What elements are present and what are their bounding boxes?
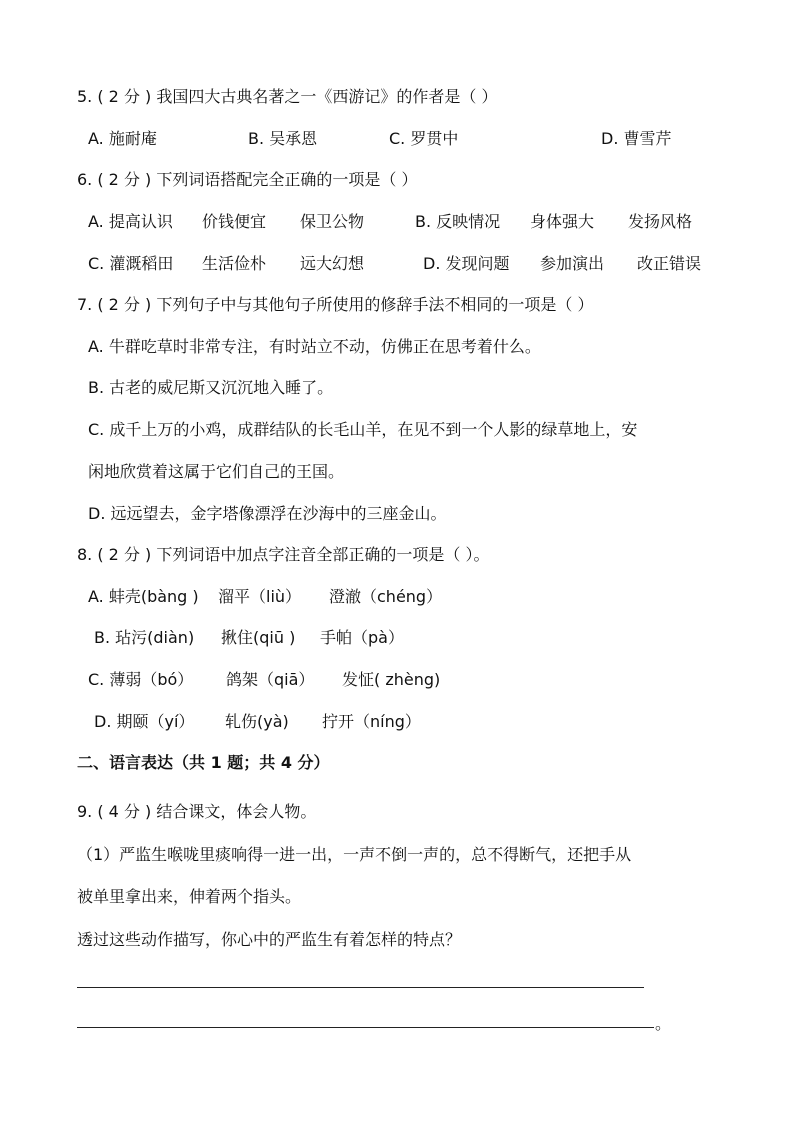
q6-option-b-2: 身体强大: [530, 212, 595, 231]
q5-option-b: B. 吴承恩: [248, 129, 318, 148]
q6-option-d-3: 改正错误: [637, 254, 702, 273]
q8-option-d-2: 轧伤(yà): [225, 712, 289, 731]
q6-stem: 6. ( 2 分 ) 下列词语搭配完全正确的一项是（ ）: [77, 170, 418, 189]
q8-option-d-3: 拧开（níng）: [322, 712, 421, 731]
q8-option-c-3: 发怔( zhèng): [342, 670, 441, 689]
q7-option-c-line1: C. 成千上万的小鸡，成群结队的长毛山羊，在见不到一个人影的绿草地上，安: [88, 420, 638, 439]
q6-option-b-3: 发扬风格: [628, 212, 693, 231]
answer-line-1[interactable]: [77, 987, 644, 988]
q8-option-b-2: 揪住(qiū ): [221, 628, 296, 647]
q6-option-d-1: D. 发现问题: [423, 254, 510, 273]
q9-stem: 9. ( 4 分 ) 结合课文，体会人物。: [77, 802, 317, 821]
q6-option-b-1: B. 反映情况: [415, 212, 501, 231]
q8-option-a-3: 澄澈（chéng）: [329, 587, 443, 606]
q5-option-d: D. 曹雪芹: [601, 129, 672, 148]
q5-option-a: A. 施耐庵: [88, 129, 157, 148]
q8-option-a-1: A. 蚌壳(bàng ): [88, 587, 199, 606]
q7-option-a: A. 牛群吃草时非常专注，有时站立不动，仿佛正在思考着什么。: [88, 337, 541, 356]
q8-stem: 8. ( 2 分 ) 下列词语中加点字注音全部正确的一项是（ ）。: [77, 545, 490, 564]
q9-passage-line2: 被单里拿出来，伸着两个指头。: [77, 887, 302, 906]
q8-option-c-2: 鸽架（qiā）: [226, 670, 315, 689]
answer-line-2[interactable]: [77, 1027, 654, 1028]
q9-passage-line1: （1）严监生喉咙里痰响得一进一出，一声不倒一声的，总不得断气，还把手从: [77, 845, 632, 864]
section-heading: 二、语言表达（共 1 题；共 4 分）: [77, 753, 330, 772]
q8-option-b-3: 手帕（pà）: [320, 628, 404, 647]
q5-option-c: C. 罗贯中: [389, 129, 459, 148]
q9-prompt: 透过这些动作描写，你心中的严监生有着怎样的特点？: [77, 930, 462, 949]
q6-option-a-3: 保卫公物: [300, 212, 365, 231]
q5-stem: 5. ( 2 分 ) 我国四大古典名著之一《西游记》的作者是（ ）: [77, 87, 498, 106]
q8-option-a-2: 溜平（liù）: [218, 587, 302, 606]
q7-option-c-line2: 闲地欣赏着这属于它们自己的王国。: [88, 462, 345, 481]
q6-option-c-2: 生活俭朴: [202, 254, 267, 273]
q7-option-b: B. 古老的威尼斯又沉沉地入睡了。: [88, 378, 334, 397]
q8-option-c-1: C. 薄弱（bó）: [88, 670, 194, 689]
q7-stem: 7. ( 2 分 ) 下列句子中与其他句子所使用的修辞手法不相同的一项是（ ）: [77, 295, 594, 314]
q6-option-a-1: A. 提高认识: [88, 212, 173, 231]
answer-line-end-mark: 。: [655, 1014, 672, 1033]
q6-option-a-2: 价钱便宜: [202, 212, 267, 231]
q8-option-d-1: D. 期颐（yí）: [94, 712, 195, 731]
q7-option-d: D. 远远望去，金字塔像漂浮在沙海中的三座金山。: [88, 504, 447, 523]
q6-option-d-2: 参加演出: [540, 254, 605, 273]
q8-option-b-1: B. 玷污(diàn): [94, 628, 195, 647]
q6-option-c-1: C. 灌溉稻田: [88, 254, 174, 273]
q6-option-c-3: 远大幻想: [300, 254, 365, 273]
